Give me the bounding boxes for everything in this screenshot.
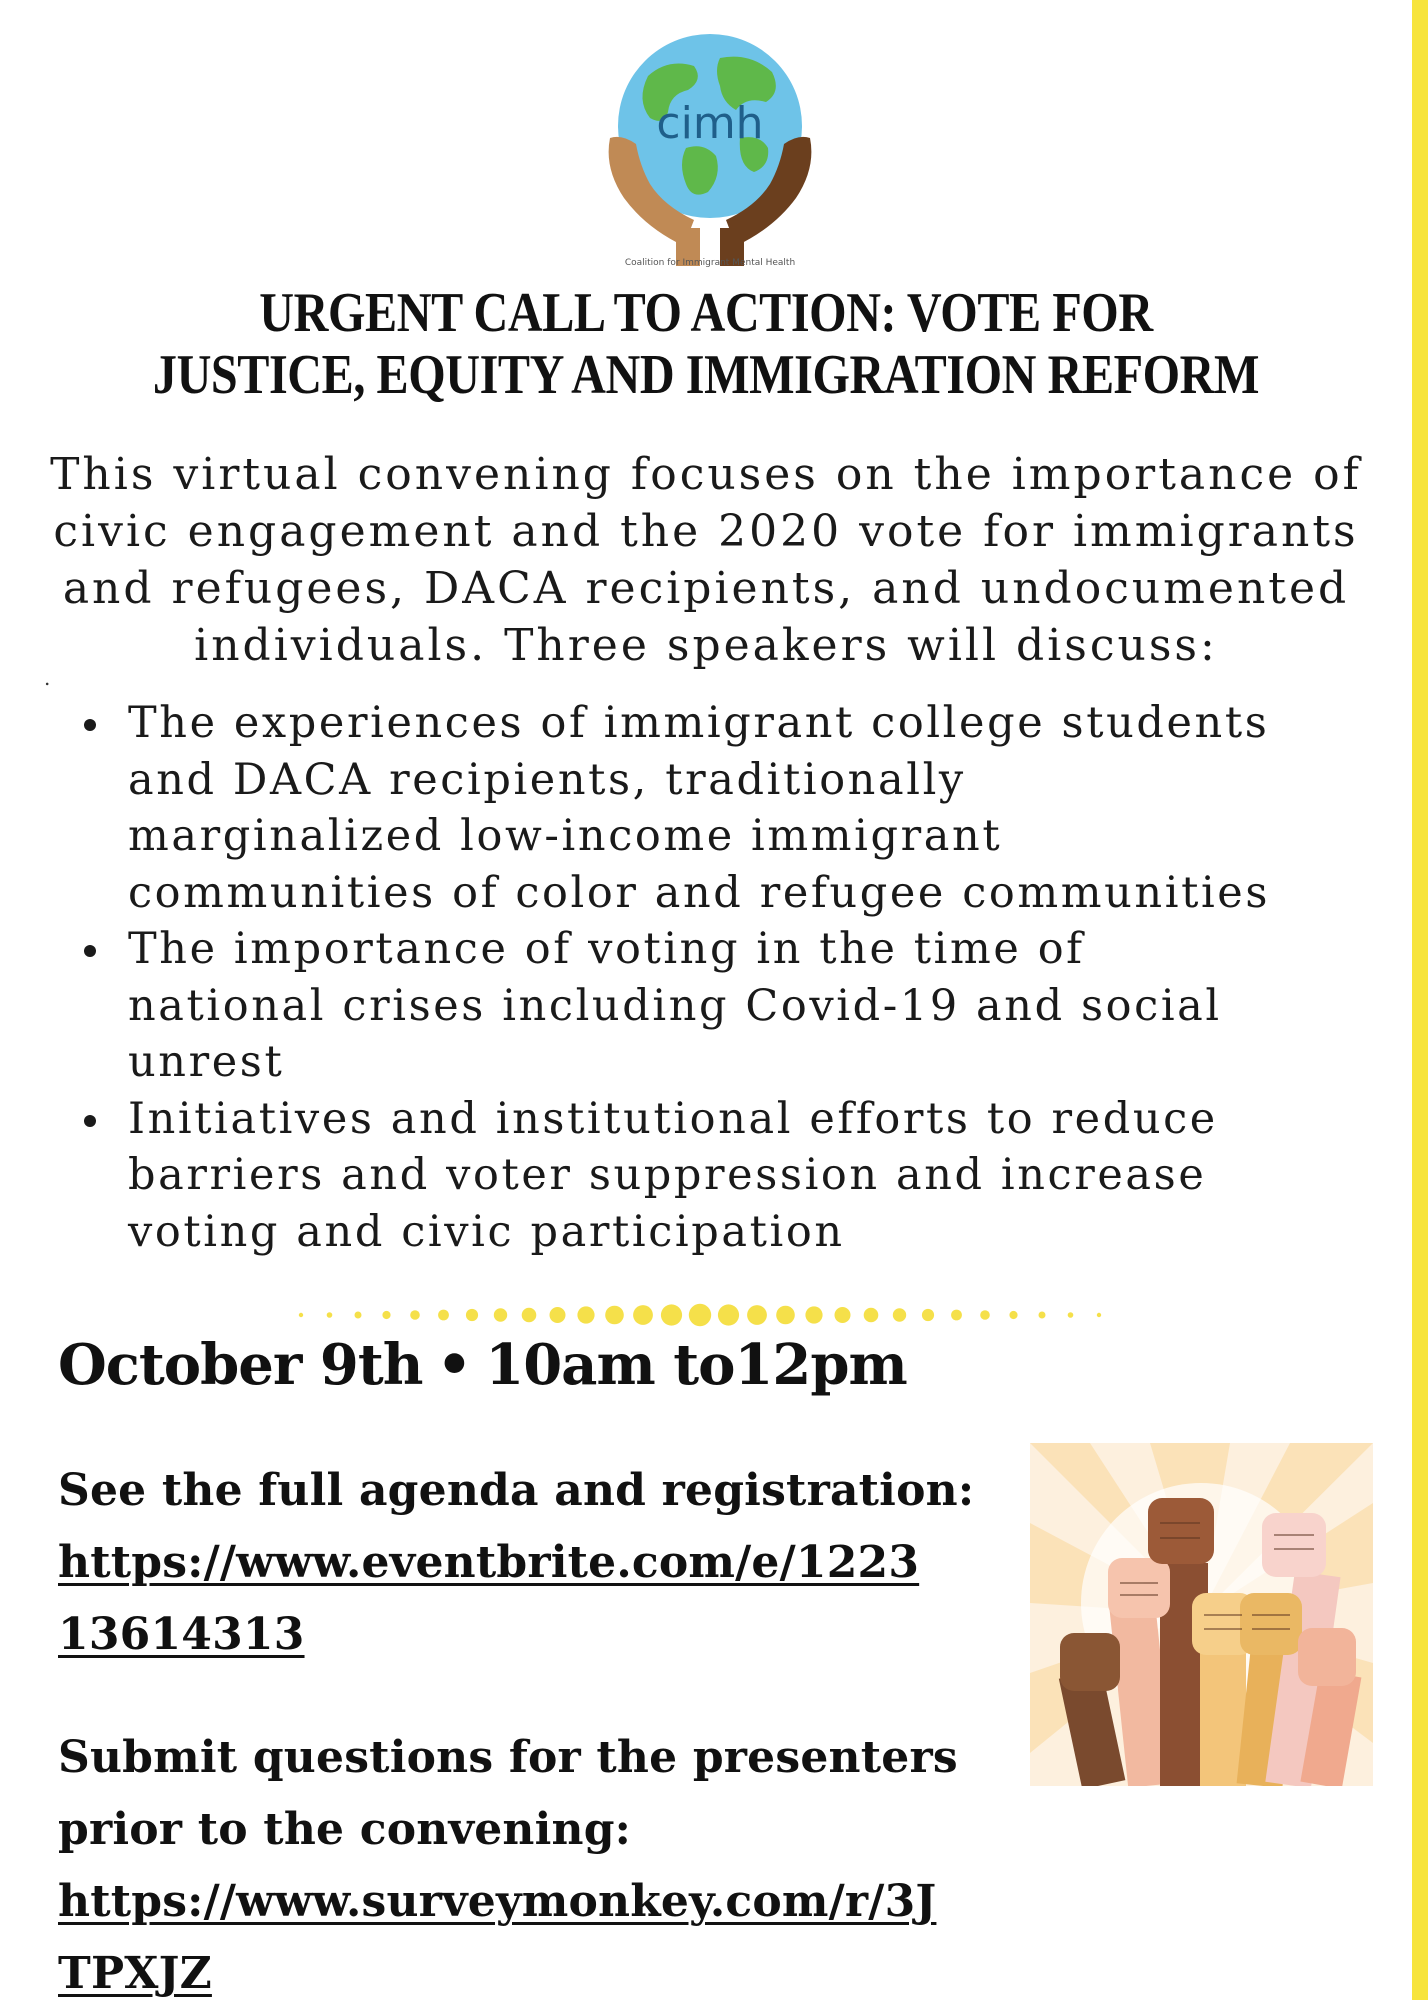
divider-dot xyxy=(1039,1312,1046,1319)
intro-line: and refugees, DACA recipients, and undocumented xyxy=(62,563,1350,614)
list-item-line: national crises including Covid-19 and social xyxy=(128,980,1222,1031)
divider-dot xyxy=(1009,1311,1017,1319)
divider-dot xyxy=(355,1312,362,1319)
list-item-line: unrest xyxy=(128,1037,285,1087)
bullet-separator: • xyxy=(436,1332,472,1398)
page-title xyxy=(116,282,1296,406)
list-item-line: voting and civic participation xyxy=(128,1206,845,1257)
agenda-section xyxy=(58,1455,974,1671)
divider-dot xyxy=(299,1313,303,1317)
logo-caption: Coalition for Immigrant Mental Health xyxy=(624,258,796,268)
divider-dot xyxy=(550,1307,566,1323)
divider-dot xyxy=(951,1310,962,1321)
divider-dot xyxy=(864,1308,879,1323)
divider-dot xyxy=(718,1304,739,1325)
intro-paragraph xyxy=(20,446,1392,674)
list-item xyxy=(78,695,1378,921)
agenda-heading: See the full agenda and registration: xyxy=(58,1465,975,1516)
divider-dot xyxy=(605,1306,624,1325)
divider-dot xyxy=(633,1305,653,1325)
raised-fists-illustration xyxy=(1030,1443,1373,1786)
event-time: 10am to12pm xyxy=(485,1332,907,1398)
divider-dot xyxy=(466,1309,478,1321)
list-item-line: communities of color and refugee communities xyxy=(128,867,1271,918)
divider-dot xyxy=(438,1310,449,1321)
divider-dot xyxy=(382,1311,390,1319)
event-date: October 9th xyxy=(58,1332,423,1398)
eventbrite-link[interactable]: 13614313 xyxy=(58,1609,305,1660)
divider-dot xyxy=(577,1306,594,1323)
questions-heading: Submit questions for the presenters xyxy=(58,1732,958,1783)
list-item xyxy=(78,1091,1378,1261)
divider-dot xyxy=(327,1312,333,1318)
intro-line: This virtual convening focuses on the importance of xyxy=(50,449,1362,500)
divider-dot xyxy=(893,1308,906,1321)
title-line: JUSTICE, EQUITY AND IMMIGRATION REFORM xyxy=(152,344,1260,406)
cimh-logo xyxy=(590,28,830,268)
divider-dot xyxy=(661,1304,682,1325)
discussion-topics-list xyxy=(78,695,1378,1260)
event-datetime xyxy=(58,1330,907,1400)
list-item-line: The importance of voting in the time of xyxy=(128,924,1085,974)
intro-line: civic engagement and the 2020 vote for immigrants xyxy=(53,506,1359,557)
divider-dot xyxy=(747,1305,767,1325)
yellow-side-bar xyxy=(1412,0,1428,2000)
surveymonkey-link[interactable]: https://www.surveymonkey.com/r/3J xyxy=(58,1876,937,1927)
dotted-divider xyxy=(295,1300,1105,1330)
divider-dot xyxy=(1068,1312,1074,1318)
questions-heading: prior to the convening: xyxy=(58,1804,632,1855)
divider-dot xyxy=(410,1310,420,1320)
list-item-line: marginalized low-income immigrant xyxy=(128,811,1003,861)
divider-dot xyxy=(1097,1313,1101,1317)
divider-dot xyxy=(494,1308,507,1321)
divider-dot xyxy=(522,1308,537,1323)
list-item-line: Initiatives and institutional efforts to reduce xyxy=(128,1093,1218,1144)
divider-dot xyxy=(980,1310,990,1320)
surveymonkey-link[interactable]: TPXJZ xyxy=(58,1948,212,1999)
divider-dot xyxy=(805,1306,822,1323)
stray-mark: . xyxy=(44,666,51,690)
list-item-line: barriers and voter suppression and increase xyxy=(128,1150,1207,1200)
list-item-line: and DACA recipients, traditionally xyxy=(128,754,966,805)
divider-dot xyxy=(776,1306,795,1325)
questions-section xyxy=(58,1722,958,2010)
intro-line: individuals. Three speakers will discuss: xyxy=(194,620,1218,671)
list-item xyxy=(78,921,1378,1091)
list-item-line: The experiences of immigrant college students xyxy=(128,698,1270,748)
divider-dot xyxy=(922,1309,934,1321)
eventbrite-link[interactable]: https://www.eventbrite.com/e/1223 xyxy=(58,1537,920,1588)
divider-dot xyxy=(689,1304,711,1326)
logo-wordmark: cimh xyxy=(656,98,764,149)
divider-dot xyxy=(835,1307,851,1323)
title-line: URGENT CALL TO ACTION: VOTE FOR xyxy=(259,282,1153,344)
